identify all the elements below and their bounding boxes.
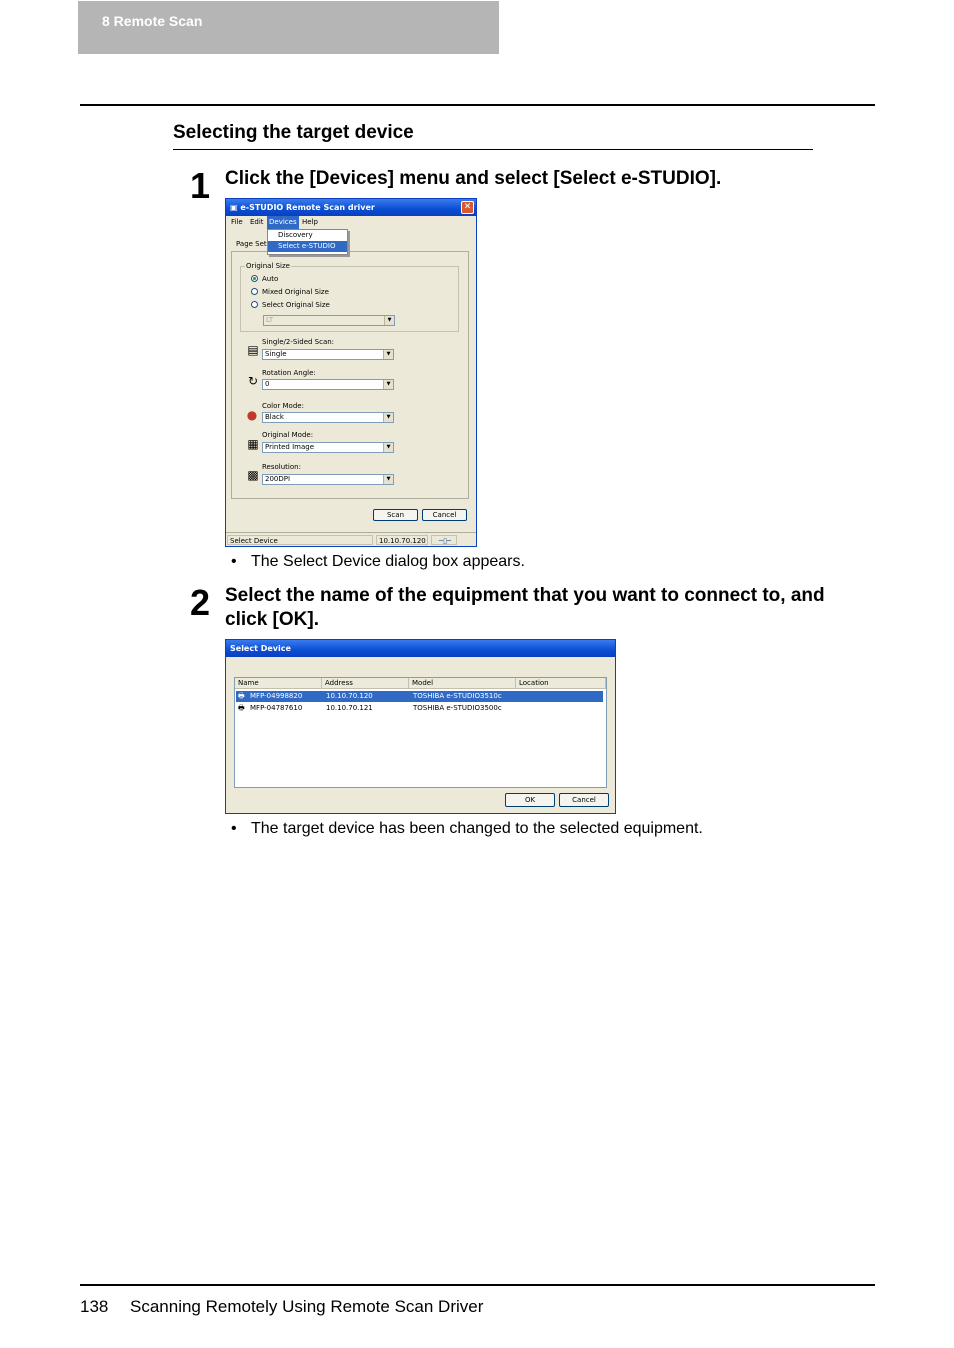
radio-select-size[interactable]: Select Original Size (251, 301, 330, 309)
step-1-number: 1 (190, 165, 211, 206)
top-rule (80, 104, 875, 106)
menu-bar (226, 216, 476, 229)
close-icon[interactable]: ✕ (461, 201, 474, 214)
scanner-app-icon: ▣ (230, 203, 241, 212)
menu-devices[interactable]: Devices (267, 216, 299, 229)
step-2-text-line2: click [OK]. (225, 609, 319, 630)
printer-icon: 🖶 (238, 692, 245, 700)
footer-title: Scanning Remotely Using Remote Scan Driver (130, 1297, 484, 1316)
devices-dropdown (267, 229, 348, 255)
chevron-down-icon: ▼ (383, 380, 393, 389)
rotation-combo[interactable]: 0 ▼ (262, 379, 394, 390)
status-ip: 10.10.70.120 (376, 535, 428, 545)
color-mode-combo[interactable]: Black ▼ (262, 412, 394, 423)
radio-checked-icon (251, 275, 258, 282)
original-size-label: Original Size (246, 262, 290, 270)
table-row[interactable]: 🖶 MFP-04787610 10.10.70.121 TOSHIBA e-STUDIO3500c (238, 704, 502, 712)
section-title: Selecting the target device (173, 122, 414, 143)
step-2-text-line1: Select the name of the equipment that you want to connect to, and (225, 585, 825, 606)
original-size-group (240, 262, 459, 332)
chevron-down-icon: ▼ (383, 413, 393, 422)
step-2-bullet: • The target device has been changed to the selected equipment. (231, 820, 703, 837)
checker-grid-icon: ▩ (247, 468, 259, 482)
chapter-tab (78, 1, 499, 54)
cancel-button[interactable]: Cancel (422, 509, 467, 521)
duplex-page-icon: ▤ (247, 343, 259, 357)
window-titlebar (226, 640, 615, 657)
chevron-down-icon: ▼ (383, 475, 393, 484)
original-mode-label: Original Mode: (262, 431, 314, 439)
chevron-down-icon: ▼ (384, 316, 394, 325)
radio-auto[interactable]: Auto (251, 275, 278, 283)
menu-edit[interactable]: Edit (250, 218, 264, 226)
menu-file[interactable]: File (231, 218, 243, 226)
col-name[interactable]: Name (235, 678, 322, 689)
table-row[interactable]: 🖶 MFP-04998820 10.10.70.120 TOSHIBA e-STUDIO3510c (236, 691, 603, 702)
rotation-icon: ↻ (247, 374, 259, 388)
col-location[interactable]: Location (516, 678, 606, 689)
resolution-label: Resolution: (262, 463, 301, 471)
step-2-number: 2 (190, 582, 211, 623)
duplex-label: Single/2-Sided Scan: (262, 338, 335, 346)
menu-select-estudio[interactable]: Select e-STUDIO (268, 241, 347, 252)
printer-icon: 🖶 (238, 704, 245, 712)
device-list (234, 677, 607, 788)
connection-plug-icon: ─▯─ (431, 535, 457, 545)
radio-mixed-size[interactable]: Mixed Original Size (251, 288, 329, 296)
resolution-combo[interactable]: 200DPI ▼ (262, 474, 394, 485)
window-title: e-STUDIO Remote Scan driver (240, 203, 375, 212)
list-header (235, 678, 606, 689)
select-device-window (225, 639, 616, 814)
footer-rule (80, 1284, 875, 1286)
chapter-label: 8 Remote Scan (102, 13, 203, 29)
section-rule (173, 149, 813, 150)
ok-button[interactable]: OK (505, 793, 555, 807)
original-size-combo: LT ▼ (263, 315, 395, 326)
cancel-button[interactable]: Cancel (559, 793, 609, 807)
color-mode-label: Color Mode: (262, 402, 304, 410)
window-title: Select Device (230, 644, 291, 653)
step-1-text: Click the [Devices] menu and select [Select e-STUDIO]. (225, 168, 722, 189)
col-address[interactable]: Address (322, 678, 409, 689)
col-model[interactable]: Model (409, 678, 516, 689)
page-number: 138 (80, 1297, 109, 1316)
rotation-label: Rotation Angle: (262, 369, 316, 377)
scan-button[interactable]: Scan (373, 509, 418, 521)
chevron-down-icon: ▼ (383, 443, 393, 452)
menu-help[interactable]: Help (302, 218, 318, 226)
step-1-bullet: • The Select Device dialog box appears. (231, 553, 525, 570)
chevron-down-icon: ▼ (383, 350, 393, 359)
duplex-combo[interactable]: Single ▼ (262, 349, 394, 360)
status-select-device: Select Device (227, 535, 373, 545)
color-dots-icon: ● (246, 408, 258, 422)
radio-unchecked-icon (251, 288, 258, 295)
status-bar (226, 532, 476, 546)
tab-page-setup[interactable]: Page Set (236, 240, 267, 248)
text-image-icon: ▦ (247, 437, 259, 451)
settings-panel (231, 251, 469, 499)
window-titlebar (226, 199, 476, 216)
menu-discovery[interactable]: Discovery (278, 231, 313, 239)
original-mode-combo[interactable]: Printed Image ▼ (262, 442, 394, 453)
remote-scan-window (225, 198, 477, 547)
radio-unchecked-icon (251, 301, 258, 308)
